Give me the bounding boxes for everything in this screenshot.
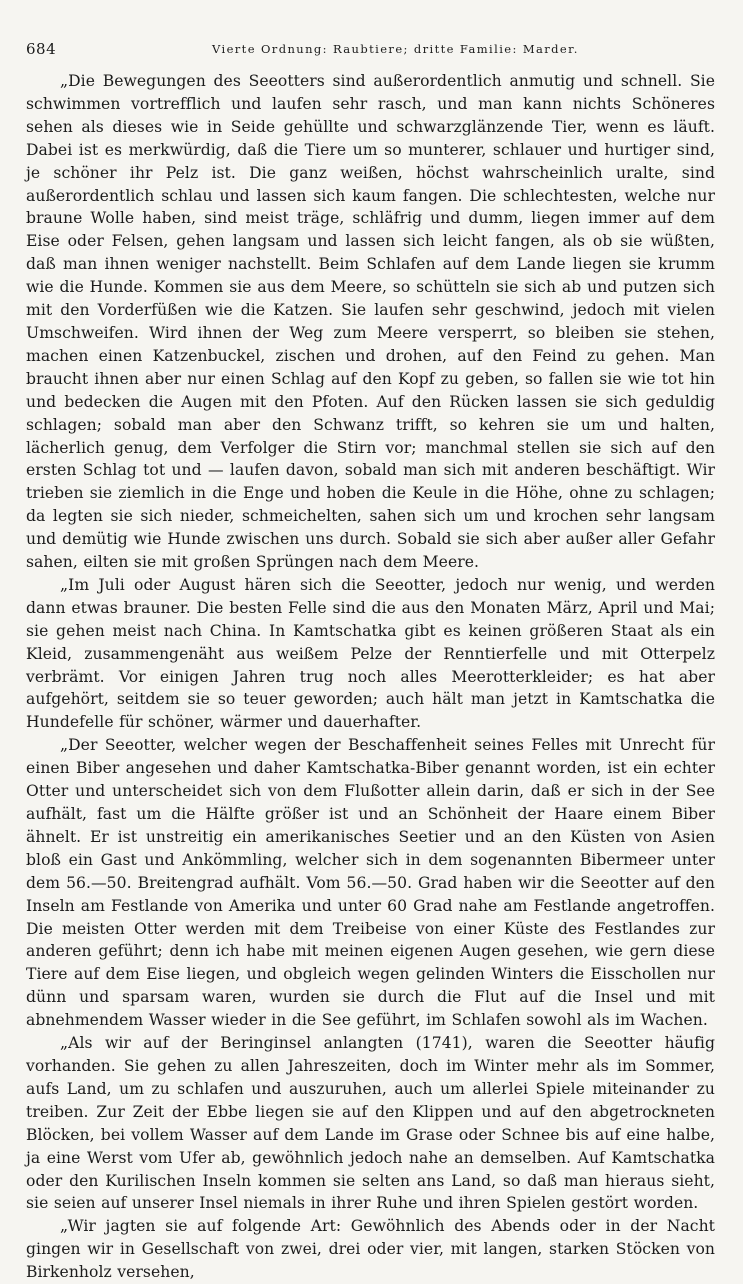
paragraph-hunting-method: „Wir jagten sie auf folgende Art: Gewöhnlich des Abends oder in der Nacht gingen wir in Gesellschaft von zwei, drei oder vier, mit langen, starken Stöcken von Birkenholz versehen, — [26, 1217, 715, 1282]
paragraph-moulting-and-furs: „Im Juli oder August hären sich die Seeotter, jedoch nur wenig, und werden dann etwas brauner. Die besten Felle sind die aus den Monaten März, April und Mai; sie gehen meist nach China. In Kamtschatka gibt es keinen größeren Staat als ein Kleid, zusammengenäht aus weißem Pelze der Renntierfelle und mit Otterpelz verbrämt. Vor einigen Jahren trug noch alles Meerotterkleider; es hat aber aufgehört, seitdem sie so teuer geworden; auch hält man jetzt in Kamtschatka die Hundefelle für schöner, wärmer und dauerhafter. — [26, 575, 715, 732]
paragraph-bering-island: „Als wir auf der Beringinsel anlangten (1741), waren die Seeotter häufig vorhanden. Sie gehen zu allen Jahreszeiten, doch im Winter mehr als im Sommer, aufs Land, um zu schlafen und auszuruhen, auch um allerlei Spiele miteinander zu treiben. Zur Zeit der Ebbe liegen sie auf den Klippen und auf den abgetrockneten Blöcken, bei vollem Wasser auf dem Lande im Grase oder Schnee bis auf eine halbe, ja eine Werst vom Ufer ab, gewöhnlich jedoch nahe an demselben. Auf Kamtschatka oder den Kurilischen Inseln kommen sie selten ans Land, so daß man hieraus sieht, sie seien auf unserer Insel niemals in ihrer Ruhe und ihren Spielen gestört worden. — [26, 1034, 715, 1213]
body-text — [26, 70, 715, 1284]
page-header — [26, 36, 715, 70]
paragraph-sea-otter-movements: „Die Bewegungen des Seeotters sind außerordentlich anmutig und schnell. Sie schwimmen vortrefflich und laufen sehr rasch, und man kann nichts Schöneres sehen als dieses wie in Seide gehüllte und schwarzglänzende Tier, wenn es läuft. Dabei ist es merkwürdig, daß die Tiere um so munterer, schlauer und hurtiger sind, je schöner ihr Pelz ist. Die ganz weißen, höchst wahrscheinlich uralte, sind außerordentlich schlau und lassen sich kaum fangen. Die schlechtesten, welche nur braune Wolle haben, sind meist träge, schläfrig und dumm, liegen immer auf dem Eise oder Felsen, gehen langsam und lassen sich leicht fangen, als ob sie wüßten, daß man ihnen weniger nachstellt. Beim Schlafen auf dem Lande liegen sie krumm wie die Hunde. Kommen sie aus dem Meere, so schütteln sie sich ab und putzen sich mit den Vorderfüßen wie die Katzen. Sie laufen sehr geschwind, jedoch mit vielen Umschweifen. Wird ihnen der Weg zum Meere versperrt, so bleiben sie stehen, machen einen Katzenbuckel, zischen und drohen, auf den Feind zu gehen. Man braucht ihnen aber nur einen Schlag auf den Kopf zu geben, so fallen sie wie tot hin und bedecken die Augen mit den Pfoten. Auf den Rücken lassen sie sich geduldig schlagen; sobald man aber den Schwanz trifft, so kehren sie um und halten, lächerlich genug, dem Verfolger die Stirn vor; manchmal stellen sie sich auf den ersten Schlag tot und — laufen davon, sobald man sich mit anderen beschäftigt. Wir trieben sie ziemlich in die Enge und hoben die Keule in die Höhe, ohne zu schlagen; da legten sie sich nieder, schmeichelten, sahen sich um und krochen sehr langsam und demütig wie Hunde zwischen uns durch. Sobald sie sich aber außer aller Gefahr sahen, eilten sie mit großen Sprüngen nach dem Meere. — [26, 72, 715, 572]
paragraph-sea-otter-range: „Der Seeotter, welcher wegen der Beschaffenheit seines Felles mit Unrecht für einen Biber angesehen und daher Kamtschatka-Biber genannt worden, ist ein echter Otter und unterscheidet sich von dem Flußotter allein darin, daß er sich in der See aufhält, fast um die Hälfte größer ist und an Schönheit der Haare einem Biber ähnelt. Er ist unstreitig ein amerikanisches Seetier und an den Küsten von Asien bloß ein Gast und Ankömmling, welcher sich in dem sogenannten Bibermeer unter dem 56.—50. Breitengrad aufhält. Vom 56.—50. Grad haben wir die Seeotter auf den Inseln am Festlande von Amerika und unter 60 Grad nahe am Festlande angetroffen. Die meisten Otter werden mit dem Treibeise von einer Küste des Festlandes zur anderen geführt; denn ich habe mit meinen eigenen Augen gesehen, wie gern diese Tiere auf dem Eise liegen, und obgleich wegen gelinden Winters die Eisschollen nur dünn und sparsam waren, wurden sie durch die Flut auf die Insel und mit abnehmendem Wasser wieder in die See geführt, im Schlafen sowohl als im Wachen. — [26, 736, 715, 1030]
page-number: 684 — [26, 40, 57, 58]
running-title: Vierte Ordnung: Raubtiere; dritte Familie: Marder. — [212, 42, 579, 56]
